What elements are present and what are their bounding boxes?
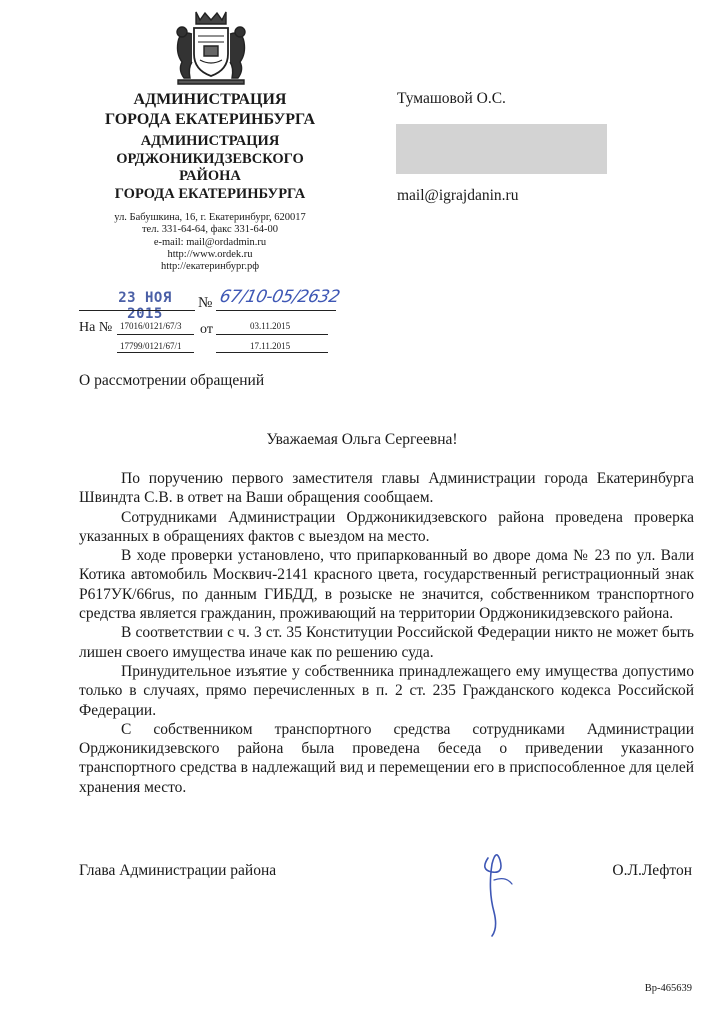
from-date: 17.11.2015	[250, 341, 291, 351]
from-date: 03.11.2015	[250, 321, 291, 331]
in-reply-label: На №	[79, 320, 113, 335]
contact-email: e-mail: mail@ordadmin.ru	[153, 236, 267, 248]
contact-phone: тел. 331-64-64, факс 331-64-00	[141, 224, 279, 236]
in-reply-underline	[117, 352, 194, 353]
org-header	[90, 90, 330, 130]
addressee-name: Тумашовой О.С.	[397, 90, 506, 107]
handwritten-number: 67/10-05/2632	[217, 287, 342, 307]
letter-subject: О рассмотрении обращений	[79, 372, 265, 389]
body-paragraph: По поручению первого заместителя главы Администрации города Екатеринбурга Швиндта С.В. в ответ на Ваши обращения сообщаем.	[79, 470, 694, 507]
contact-website: http://www.ordek.ru	[167, 248, 253, 260]
from-label: от	[200, 322, 213, 337]
dept-header	[90, 133, 330, 203]
date-stamp: 23 НОЯ 2015	[118, 290, 172, 322]
dept-name-line: РАЙОНА	[179, 168, 241, 184]
org-name-line: АДМИНИСТРАЦИЯ	[133, 91, 287, 108]
org-name-line: ГОРОДА ЕКАТЕРИНБУРГА	[104, 111, 316, 128]
handwritten-signature-icon	[470, 840, 530, 940]
in-reply-underline	[117, 334, 194, 335]
number-underline	[216, 310, 336, 311]
from-underline	[216, 352, 328, 353]
dept-name-line: ОРДЖОНИКИДЗЕВСКОГО	[116, 150, 304, 167]
body-paragraph: В соответствии с ч. 3 ст. 35 Конституции Российской Федерации никто не может быть лишен своего имущества иначе как по решению суда.	[79, 624, 694, 661]
date-underline	[79, 310, 195, 311]
body-paragraph: Сотрудниками Администрации Орджоникидзевского района проведена проверка указанных в обращениях фактов с выездом на место.	[79, 508, 694, 545]
signatory-name: О.Л.Лефтон	[612, 862, 692, 879]
dept-name-line: ГОРОДА ЕКАТЕРИНБУРГА	[114, 185, 306, 202]
contact-block	[90, 212, 330, 273]
addressee-email: mail@igrajdanin.ru	[397, 187, 519, 204]
body-paragraph: С собственником транспортного средства сотрудниками Администрации Орджоникидзевского района была проведена беседа о приведении указанного транспортного средства в надлежащий вид и перемещении его в приспособленное для целей хранения место.	[79, 720, 694, 796]
from-underline	[216, 334, 328, 335]
in-reply-number: 17799/0121/67/1	[120, 341, 182, 351]
dept-name-line: АДМИНИСТРАЦИЯ	[140, 133, 280, 149]
body-paragraph: Принудительное изъятие у собственника принадлежащего ему имущества допустимо только в случаях, прямо перечисленных в п. 2 ст. 235 Гражданского кодекса Российской Федерации.	[79, 662, 694, 719]
redacted-block	[396, 124, 607, 174]
reference-code: Вр-465639	[644, 983, 692, 994]
contact-address: ул. Бабушкина, 16, г. Екатеринбург, 620017	[114, 212, 306, 223]
body-paragraph: В ходе проверки установлено, что припаркованный во дворе дома № 23 по ул. Вали Котика автомобиль Москвич-2141 красного цвета, государственный регистрационный знак Р617УК/66rus, по данным ГИБДД, в розыске не значится, собственником транспортного средства является гражданин, проживающий на территории Орджоникидзевского района.	[79, 547, 694, 623]
signatory-title: Глава Администрации района	[79, 862, 277, 879]
contact-website-rf: http://екатеринбург.рф	[160, 261, 260, 273]
number-sign: №	[198, 295, 213, 311]
letter-body	[79, 469, 694, 797]
in-reply-number: 17016/0121/67/3	[120, 321, 182, 331]
salutation: Уважаемая Ольга Сергеевна!	[266, 431, 458, 448]
coat-of-arms-icon	[172, 8, 250, 88]
